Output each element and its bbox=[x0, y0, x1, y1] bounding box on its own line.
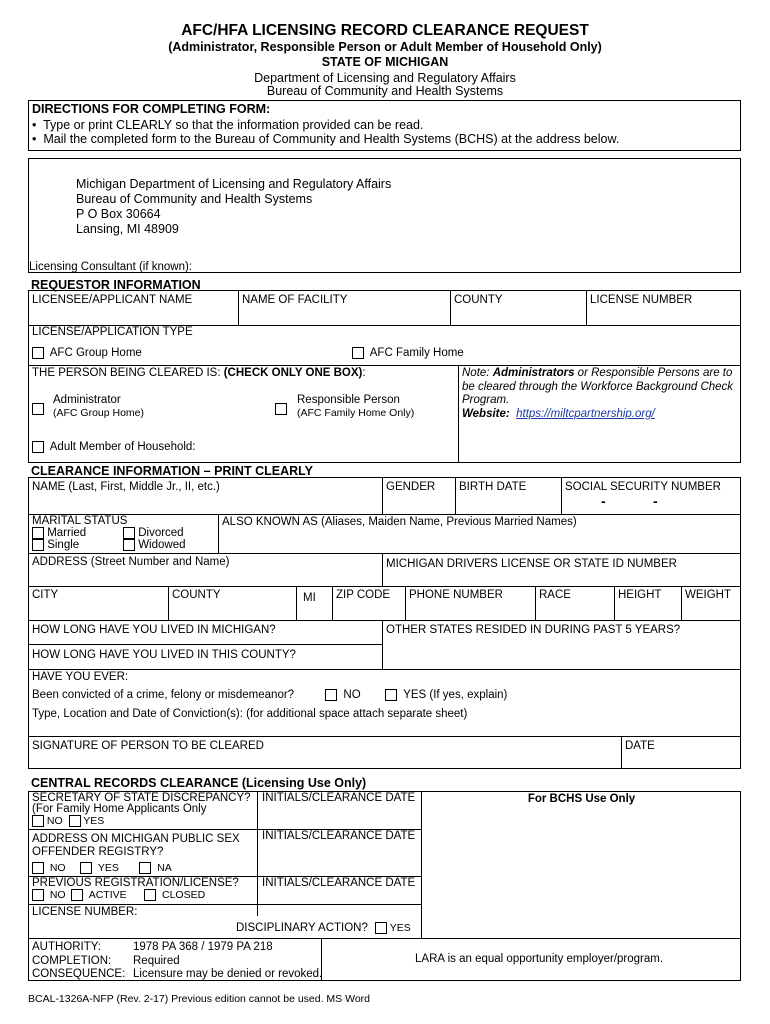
form-title: AFC/HFA LICENSING RECORD CLEARANCE REQUEST bbox=[181, 22, 589, 39]
consequence-value: Licensure may be denied or revoked. bbox=[133, 968, 323, 980]
single-option[interactable]: Single bbox=[32, 539, 79, 552]
afc-group-home-checkbox[interactable] bbox=[32, 347, 44, 359]
workforce-note: Note: Administrators or Responsible Persons are to be cleared through the Workforce Background Check Program. Website: https://miltcpartnership.org/ bbox=[462, 367, 734, 420]
completion-label: COMPLETION: bbox=[32, 955, 112, 967]
requestor-heading: REQUESTOR INFORMATION bbox=[31, 278, 201, 292]
central-records-section bbox=[28, 791, 741, 938]
directions-box bbox=[28, 100, 741, 151]
disciplinary-yes-option[interactable]: YES bbox=[375, 922, 411, 935]
prev-license-number-field[interactable]: LICENSE NUMBER: bbox=[32, 906, 138, 918]
married-checkbox[interactable] bbox=[32, 527, 44, 539]
zip-code-field[interactable]: ZIP CODE bbox=[336, 589, 391, 601]
afc-family-home-option[interactable]: AFC Family Home bbox=[352, 347, 464, 360]
convicted-question: Been convicted of a crime, felony or misdemeanor? bbox=[32, 689, 295, 701]
years-in-county-field[interactable]: HOW LONG HAVE YOU LIVED IN THIS COUNTY? bbox=[32, 649, 296, 661]
form-subtitle: (Administrator, Responsible Person or Adult Member of Household Only) bbox=[168, 40, 602, 54]
sos-discrepancy-label: SECRETARY OF STATE DISCREPANCY? bbox=[32, 792, 251, 804]
weight-field[interactable]: WEIGHT bbox=[685, 589, 731, 601]
requestor-section bbox=[28, 290, 741, 463]
disciplinary-yes-checkbox[interactable] bbox=[375, 922, 387, 934]
prev-reg-no-checkbox[interactable] bbox=[32, 889, 44, 901]
responsible-person-sub-label: (AFC Family Home Only) bbox=[297, 407, 415, 419]
drivers-license-field[interactable]: MICHIGAN DRIVERS LICENSE OR STATE ID NUMBER bbox=[386, 558, 677, 570]
address-line-4: Lansing, MI 48909 bbox=[76, 222, 179, 236]
other-states-field[interactable]: OTHER STATES RESIDED IN DURING PAST 5 YEARS? bbox=[386, 624, 681, 636]
state-mi-label: MI bbox=[303, 592, 316, 604]
address-line-3: P O Box 30664 bbox=[76, 207, 161, 221]
clearance-county-field[interactable]: COUNTY bbox=[172, 589, 221, 601]
state-label: STATE OF MICHIGAN bbox=[321, 55, 449, 69]
convicted-no-option[interactable]: NO bbox=[325, 689, 361, 702]
person-cleared-label: THE PERSON BEING CLEARED IS: (CHECK ONLY ONE BOX): bbox=[32, 367, 366, 379]
direction-item-2: • Mail the completed form to the Bureau of Community and Health Systems (BCHS) at the address below. bbox=[32, 132, 620, 146]
height-field[interactable]: HEIGHT bbox=[618, 589, 662, 601]
central-records-heading: CENTRAL RECORDS CLEARANCE (Licensing Use Only) bbox=[31, 776, 367, 790]
license-number-field[interactable]: LICENSE NUMBER bbox=[590, 294, 693, 306]
married-option[interactable]: Married bbox=[32, 527, 86, 540]
city-field[interactable]: CITY bbox=[32, 589, 59, 601]
adult-member-checkbox[interactable] bbox=[32, 441, 44, 453]
authority-box bbox=[28, 938, 741, 981]
convicted-yes-checkbox[interactable] bbox=[385, 689, 397, 701]
bureau-label: Bureau of Community and Health Systems bbox=[266, 84, 504, 98]
bchs-use-label: For BCHS Use Only bbox=[527, 793, 636, 805]
facility-name-field[interactable]: NAME OF FACILITY bbox=[242, 294, 348, 306]
license-type-label: LICENSE/APPLICATION TYPE bbox=[32, 326, 193, 338]
sos-no-checkbox[interactable] bbox=[32, 815, 44, 827]
signature-field[interactable]: SIGNATURE OF PERSON TO BE CLEARED bbox=[32, 740, 264, 752]
sex-offender-initials-field[interactable]: INITIALS/CLEARANCE DATE bbox=[262, 830, 416, 842]
sex-offender-no-checkbox[interactable] bbox=[32, 862, 44, 874]
ssn-dash-2: - bbox=[653, 493, 658, 509]
prev-registration-options: NO ACTIVE CLOSED bbox=[32, 889, 205, 902]
years-in-michigan-field[interactable]: HOW LONG HAVE YOU LIVED IN MICHIGAN? bbox=[32, 624, 276, 636]
divorced-option[interactable]: Divorced bbox=[123, 527, 184, 540]
clearance-section bbox=[28, 477, 741, 769]
single-checkbox[interactable] bbox=[32, 539, 44, 551]
widowed-checkbox[interactable] bbox=[123, 539, 135, 551]
street-address-field[interactable]: ADDRESS (Street Number and Name) bbox=[32, 556, 230, 568]
website-link[interactable]: https://miltcpartnership.org/ bbox=[516, 407, 655, 420]
prev-reg-closed-checkbox[interactable] bbox=[144, 889, 156, 901]
authority-label: AUTHORITY: bbox=[32, 941, 102, 953]
prev-registration-label: PREVIOUS REGISTRATION/LICENSE? bbox=[32, 877, 239, 889]
direction-item-1: • Type or print CLEARLY so that the information provided can be read. bbox=[32, 118, 424, 132]
gender-field[interactable]: GENDER bbox=[386, 481, 436, 493]
address-line-2: Bureau of Community and Health Systems bbox=[76, 192, 313, 206]
convicted-yes-option[interactable]: YES (If yes, explain) bbox=[385, 689, 507, 702]
race-field[interactable]: RACE bbox=[539, 589, 571, 601]
directions-heading: DIRECTIONS FOR COMPLETING FORM: bbox=[32, 102, 271, 116]
sex-offender-options: NO YES NA bbox=[32, 862, 172, 875]
sos-options: NO YES bbox=[32, 815, 104, 828]
administrator-sub-label: (AFC Group Home) bbox=[53, 407, 145, 419]
afc-group-home-option[interactable]: AFC Group Home bbox=[32, 347, 142, 360]
administrator-label: Administrator bbox=[53, 394, 121, 406]
convicted-no-checkbox[interactable] bbox=[325, 689, 337, 701]
address-line-1: Michigan Department of Licensing and Regulatory Affairs bbox=[76, 177, 392, 191]
licensee-name-field[interactable]: LICENSEE/APPLICANT NAME bbox=[32, 294, 193, 306]
also-known-as-field[interactable]: ALSO KNOWN AS (Aliases, Maiden Name, Previous Married Names) bbox=[222, 516, 577, 528]
completion-value: Required bbox=[133, 955, 180, 967]
sex-offender-label-2: OFFENDER REGISTRY? bbox=[32, 846, 164, 858]
form-footer: BCAL-1326A-NFP (Rev. 2-17) Previous edition cannot be used. MS Word bbox=[28, 993, 370, 1005]
have-you-ever-label: HAVE YOU EVER: bbox=[32, 671, 129, 683]
sos-discrepancy-sub-label: (For Family Home Applicants Only bbox=[32, 803, 207, 815]
sos-yes-checkbox[interactable] bbox=[69, 815, 81, 827]
county-field[interactable]: COUNTY bbox=[454, 294, 503, 306]
marital-status-label: MARITAL STATUS bbox=[32, 515, 128, 527]
disciplinary-action-label: DISCIPLINARY ACTION? bbox=[236, 922, 368, 934]
equal-opportunity-statement: LARA is an equal opportunity employer/program. bbox=[415, 953, 664, 965]
sex-offender-label-1: ADDRESS ON MICHIGAN PUBLIC SEX bbox=[32, 833, 240, 845]
afc-family-home-checkbox[interactable] bbox=[352, 347, 364, 359]
clearance-heading: CLEARANCE INFORMATION – PRINT CLEARLY bbox=[31, 464, 313, 478]
signature-date-field[interactable]: DATE bbox=[625, 740, 655, 752]
prev-reg-active-checkbox[interactable] bbox=[71, 889, 83, 901]
authority-value: 1978 PA 368 / 1979 PA 218 bbox=[133, 941, 273, 953]
ssn-field[interactable]: SOCIAL SECURITY NUMBER bbox=[565, 481, 721, 493]
licensing-consultant-field[interactable]: Licensing Consultant (if known): bbox=[29, 261, 192, 273]
mailing-address-box bbox=[28, 158, 741, 273]
department-label: Department of Licensing and Regulatory Affairs bbox=[254, 71, 516, 85]
ssn-dash-1: - bbox=[601, 493, 606, 509]
widowed-option[interactable]: Widowed bbox=[123, 539, 186, 552]
prev-registration-initials-field[interactable]: INITIALS/CLEARANCE DATE bbox=[262, 877, 416, 889]
full-name-field[interactable]: NAME (Last, First, Middle Jr., II, etc.) bbox=[32, 481, 220, 493]
administrator-checkbox[interactable] bbox=[32, 401, 44, 415]
divorced-checkbox[interactable] bbox=[123, 527, 135, 539]
adult-member-option[interactable]: Adult Member of Household: bbox=[32, 441, 196, 454]
birth-date-field[interactable]: BIRTH DATE bbox=[459, 481, 527, 493]
sex-offender-yes-checkbox[interactable] bbox=[80, 862, 92, 874]
sex-offender-na-checkbox[interactable] bbox=[139, 862, 151, 874]
consequence-label: CONSEQUENCE: bbox=[32, 968, 126, 980]
phone-number-field[interactable]: PHONE NUMBER bbox=[409, 589, 503, 601]
conviction-detail-field[interactable]: Type, Location and Date of Conviction(s): (for additional space attach separate sheet) bbox=[32, 708, 468, 720]
sos-initials-field[interactable]: INITIALS/CLEARANCE DATE bbox=[262, 792, 416, 804]
responsible-person-checkbox[interactable] bbox=[275, 401, 287, 415]
responsible-person-label: Responsible Person bbox=[297, 394, 400, 406]
